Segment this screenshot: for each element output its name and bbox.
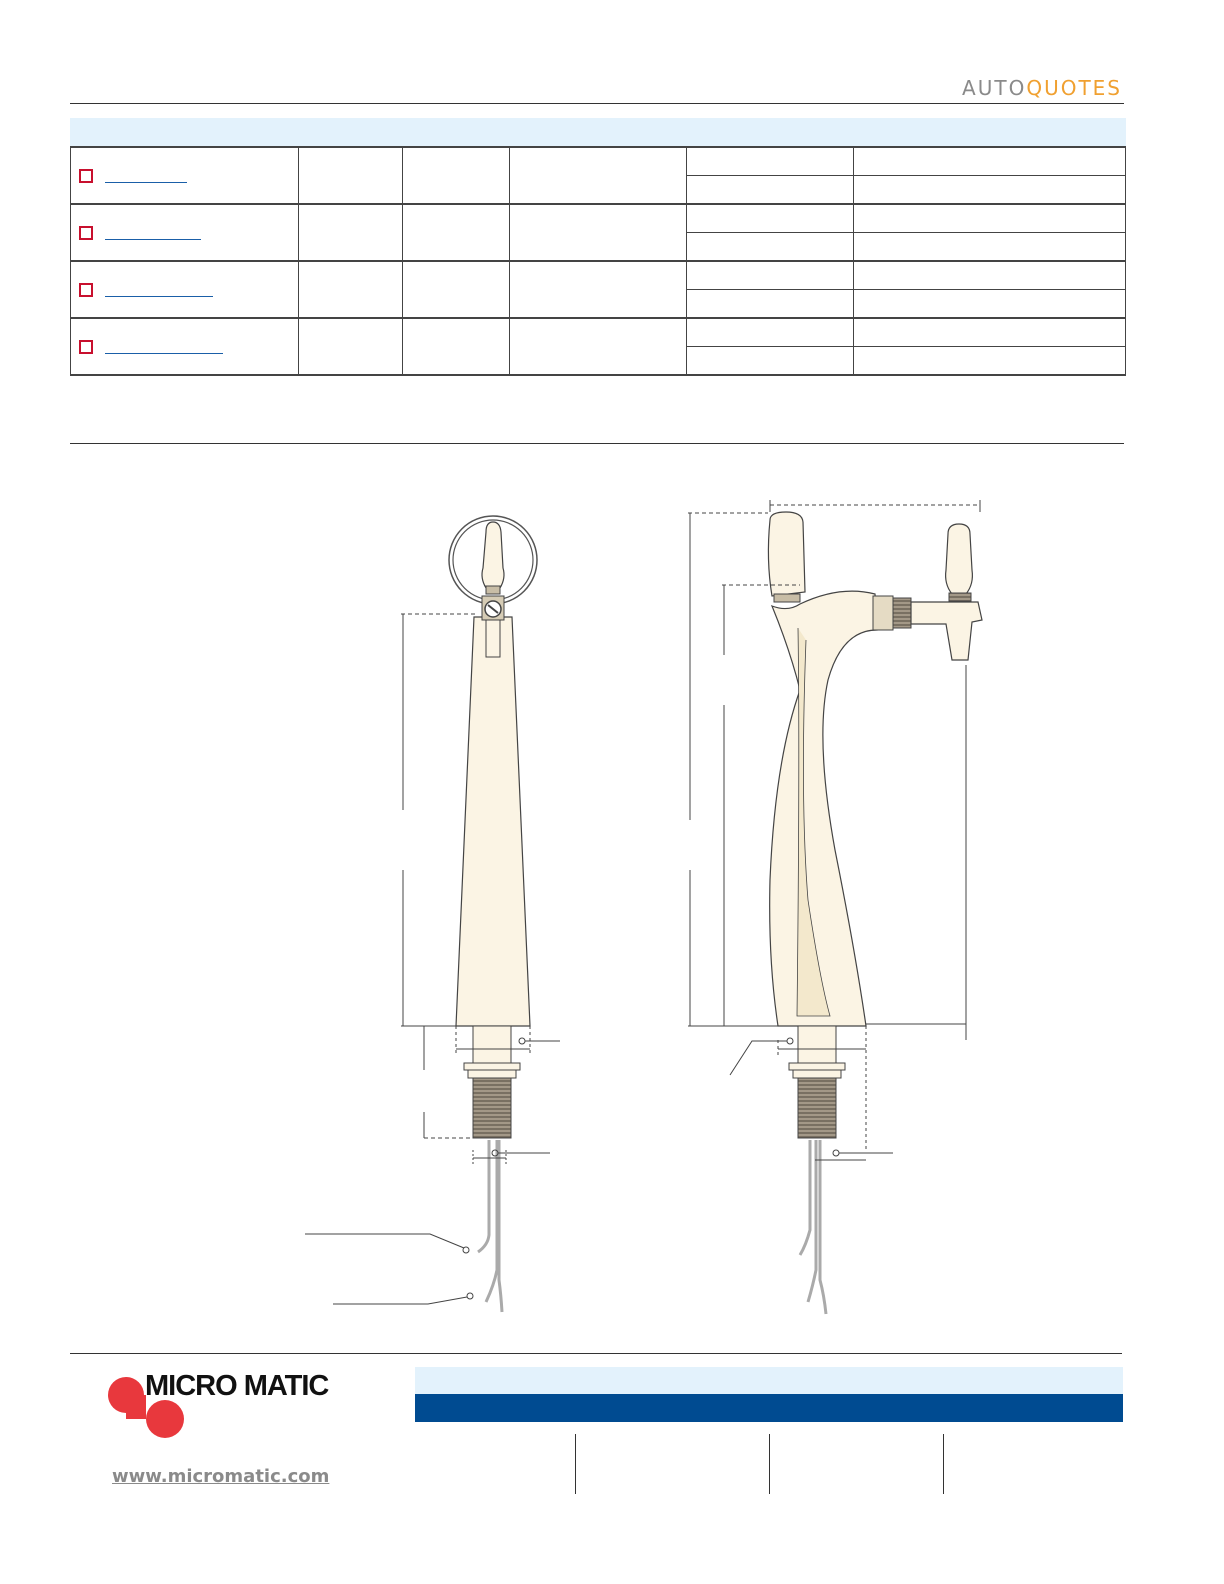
footer-divider-3 bbox=[943, 1434, 944, 1494]
model-checkbox[interactable] bbox=[79, 340, 93, 354]
model-cell bbox=[71, 147, 299, 204]
model-link[interactable] bbox=[105, 171, 187, 183]
model-checkbox[interactable] bbox=[79, 226, 93, 240]
micromatic-logo: MICRO MATIC bbox=[145, 1370, 329, 1402]
header-divider bbox=[70, 103, 1124, 104]
section-divider bbox=[70, 443, 1124, 444]
table-row bbox=[71, 318, 1126, 347]
footer-divider-2 bbox=[769, 1434, 770, 1494]
front-tap-handle bbox=[482, 522, 504, 588]
side-thread bbox=[798, 1078, 836, 1138]
model-link[interactable] bbox=[105, 228, 201, 240]
table-row bbox=[71, 204, 1126, 233]
front-tower-body bbox=[456, 617, 530, 1026]
model-link[interactable] bbox=[105, 285, 213, 297]
website-link[interactable]: www.micromatic.com bbox=[112, 1466, 330, 1487]
table-row bbox=[71, 261, 1126, 290]
model-cell bbox=[71, 261, 299, 318]
table-header-band bbox=[70, 118, 1126, 146]
side-view bbox=[688, 500, 982, 1314]
front-view bbox=[305, 516, 560, 1312]
table-row bbox=[71, 147, 1126, 176]
logo-circle-right bbox=[146, 1400, 184, 1438]
side-tap-handle bbox=[768, 512, 805, 596]
front-thread bbox=[473, 1078, 511, 1138]
tower-drawing bbox=[0, 450, 1224, 1340]
model-table bbox=[70, 146, 1126, 376]
model-checkbox[interactable] bbox=[79, 283, 93, 297]
side-knurled-nut bbox=[893, 598, 911, 628]
footer-band-light bbox=[415, 1367, 1123, 1394]
model-cell bbox=[71, 204, 299, 261]
model-link[interactable] bbox=[105, 342, 223, 354]
side-tower-body bbox=[770, 591, 877, 1026]
model-checkbox[interactable] bbox=[79, 169, 93, 183]
footer-divider bbox=[70, 1353, 1122, 1354]
model-cell bbox=[71, 318, 299, 375]
autoquotes-logo: AUTOQUOTES bbox=[962, 76, 1122, 100]
footer-band-dark bbox=[415, 1394, 1123, 1422]
footer-divider-1 bbox=[575, 1434, 576, 1494]
